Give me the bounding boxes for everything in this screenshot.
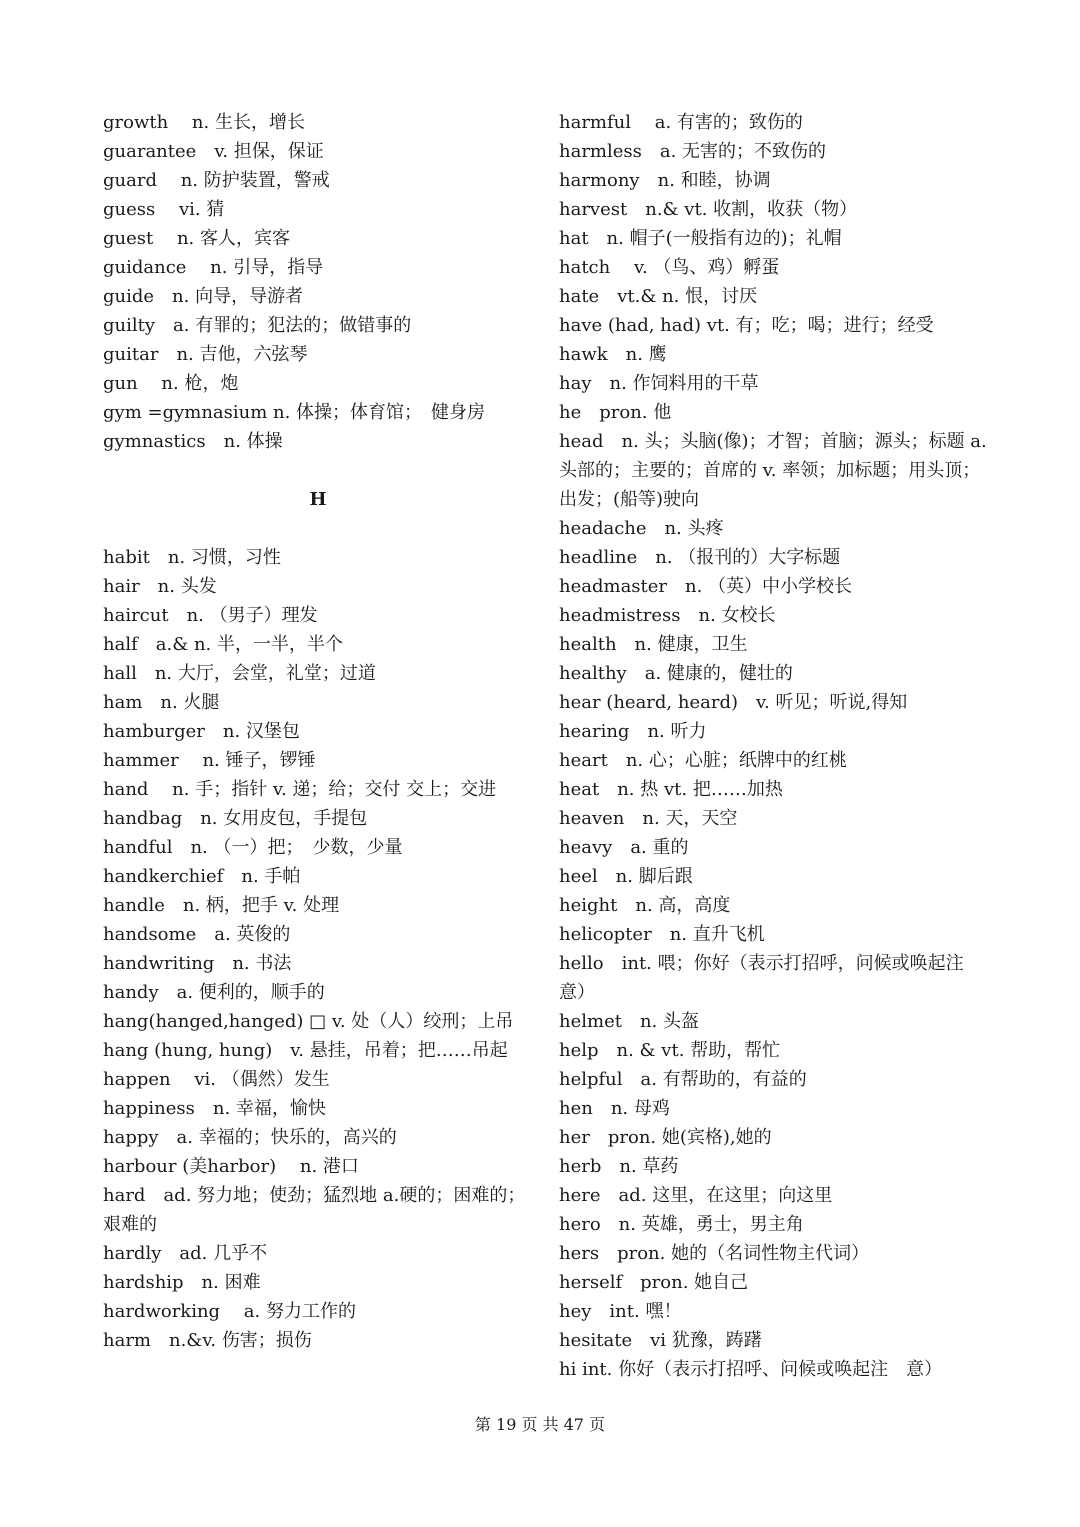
vocab-entry: handsome a. 英俊的 (103, 924, 291, 945)
vocab-entry: heaven n. 天，天空 (559, 808, 738, 829)
vocab-entry: hen n. 母鸡 (559, 1098, 670, 1119)
vocab-entry: hate vt.& n. 恨，讨厌 (559, 286, 758, 307)
vocab-entry: harmful a. 有害的；致伤的 (559, 112, 803, 133)
left-column (103, 108, 533, 1355)
vocab-entry: he pron. 他 (559, 402, 672, 423)
vocab-entry: hers pron. 她的（名词性物主代词） (559, 1243, 870, 1264)
vocab-entry: handful n. （一）把； 少数，少量 (103, 837, 403, 858)
vocab-entry: hatch v. （鸟、鸡）孵蛋 (559, 257, 780, 278)
vocab-entry: head n. 头；头脑(像)；才智；首脑；源头；标题 a. 头部的；主要的；首席的 v. 率领；加标题；用头顶；出发；(船等)驶向 (559, 431, 987, 510)
entry-list-right (559, 108, 989, 1384)
vocab-entry: gun n. 枪，炮 (103, 373, 239, 394)
vocab-entry: hesitate vi 犹豫，踌躇 (559, 1330, 762, 1351)
vocab-entry: handle n. 柄，把手 v. 处理 (103, 895, 340, 916)
vocab-entry: harmless a. 无害的；不致伤的 (559, 141, 827, 162)
vocab-entry: handkerchief n. 手帕 (103, 866, 301, 887)
vocab-entry: herb n. 草药 (559, 1156, 679, 1177)
vocab-entry: hall n. 大厅，会堂，礼堂；过道 (103, 663, 376, 684)
vocab-entry: hardworking a. 努力工作的 (103, 1301, 356, 1322)
vocab-entry: hay n. 作饲料用的干草 (559, 373, 759, 394)
entry-list-g (103, 108, 533, 456)
vocab-entry: help n. & vt. 帮助，帮忙 (559, 1040, 781, 1061)
vocab-entry: hey int. 嘿！ (559, 1301, 682, 1322)
vocab-entry: headmaster n. （英）中小学校长 (559, 576, 853, 597)
vocab-entry: guess vi. 猜 (103, 199, 225, 220)
vocab-entry: half a.& n. 半，一半，半个 (103, 634, 343, 655)
section-spacer (103, 456, 533, 485)
section-spacer (103, 514, 533, 543)
vocab-entry: hair n. 头发 (103, 576, 217, 597)
vocab-entry: harbour (美harbor) n. 港口 (103, 1156, 359, 1177)
page-number-footer: 第 19 页 共 47 页 (474, 1415, 606, 1434)
vocab-entry: hi int. 你好（表示打招呼、问候或唤起注 意） (559, 1359, 943, 1380)
vocab-entry: hearing n. 听力 (559, 721, 707, 742)
vocab-entry: growth n. 生长，增长 (103, 112, 305, 133)
vocab-entry: hard ad. 努力地；使劲；猛烈地 a.硬的；困难的；艰难的 (103, 1185, 526, 1235)
section-letter-heading: H (309, 489, 327, 510)
vocab-entry: height n. 高，高度 (559, 895, 731, 916)
vocab-entry: gymnastics n. 体操 (103, 431, 283, 452)
vocab-entry: hat n. 帽子(一般指有边的)；礼帽 (559, 228, 842, 249)
vocab-entry: hang(hanged,hanged) □ v. 处（人）绞刑；上吊 (103, 1011, 514, 1032)
vocab-entry: handwriting n. 书法 (103, 953, 292, 974)
vocab-entry: headmistress n. 女校长 (559, 605, 776, 626)
vocab-entry: guidance n. 引导，指导 (103, 257, 324, 278)
vocab-entry: haircut n. （男子）理发 (103, 605, 318, 626)
vocab-entry: habit n. 习惯，习性 (103, 547, 281, 568)
vocab-entry: health n. 健康，卫生 (559, 634, 748, 655)
right-column (559, 108, 989, 1384)
vocab-entry: happy a. 幸福的；快乐的，高兴的 (103, 1127, 397, 1148)
vocab-entry: hello int. 喂；你好（表示打招呼，问候或唤起注意） (559, 953, 964, 1003)
vocab-entry: handy a. 便利的，顺手的 (103, 982, 325, 1003)
vocab-entry: guard n. 防护装置，警戒 (103, 170, 330, 191)
vocab-entry: handbag n. 女用皮包，手提包 (103, 808, 368, 829)
vocab-entry: harvest n.& vt. 收割，收获（物） (559, 199, 858, 220)
vocab-entry: hero n. 英雄，勇士，男主角 (559, 1214, 804, 1235)
vocab-entry: headline n. （报刊的）大字标题 (559, 547, 841, 568)
vocab-entry: ham n. 火腿 (103, 692, 220, 713)
vocab-entry: hang (hung, hung) v. 悬挂，吊着；把……吊起 (103, 1040, 508, 1061)
vocab-entry: have (had, had) vt. 有；吃；喝；进行；经受 (559, 315, 934, 336)
vocab-entry: heat n. 热 vt. 把……加热 (559, 779, 783, 800)
vocab-entry: helpful a. 有帮助的，有益的 (559, 1069, 807, 1090)
vocab-entry: happen vi. （偶然）发生 (103, 1069, 330, 1090)
vocab-entry: guitar n. 吉他，六弦琴 (103, 344, 308, 365)
vocab-entry: here ad. 这里，在这里；向这里 (559, 1185, 833, 1206)
vocab-entry: heart n. 心；心脏；纸牌中的红桃 (559, 750, 847, 771)
vocab-entry: hardship n. 困难 (103, 1272, 261, 1293)
vocab-entry: guarantee v. 担保，保证 (103, 141, 324, 162)
vocab-entry: hear (heard, heard) v. 听见；听说,得知 (559, 692, 908, 713)
vocab-entry: healthy a. 健康的，健壮的 (559, 663, 793, 684)
vocab-entry: harm n.&v. 伤害；损伤 (103, 1330, 312, 1351)
vocab-entry: hammer n. 锤子，锣锤 (103, 750, 316, 771)
vocab-entry: headache n. 头疼 (559, 518, 724, 539)
vocab-entry: guest n. 客人，宾客 (103, 228, 290, 249)
vocab-entry: heel n. 脚后跟 (559, 866, 693, 887)
vocab-entry: guide n. 向导，导游者 (103, 286, 304, 307)
vocab-entry: happiness n. 幸福，愉快 (103, 1098, 326, 1119)
vocab-entry: helmet n. 头盔 (559, 1011, 699, 1032)
vocab-entry: harmony n. 和睦，协调 (559, 170, 771, 191)
vocab-entry: guilty a. 有罪的；犯法的；做错事的 (103, 315, 412, 336)
vocab-entry: gym =gymnasium n. 体操；体育馆； 健身房 (103, 402, 486, 423)
vocab-entry: her pron. 她(宾格),她的 (559, 1127, 772, 1148)
vocab-entry: hardly ad. 几乎不 (103, 1243, 268, 1264)
vocab-entry: herself pron. 她自己 (559, 1272, 749, 1293)
entry-list-h (103, 543, 533, 1355)
vocab-entry: heavy a. 重的 (559, 837, 689, 858)
vocab-entry: helicopter n. 直升飞机 (559, 924, 765, 945)
vocab-entry: hawk n. 鹰 (559, 344, 667, 365)
vocab-entry: hand n. 手；指针 v. 递；给；交付 交上；交进 (103, 779, 497, 800)
vocab-entry: hamburger n. 汉堡包 (103, 721, 300, 742)
